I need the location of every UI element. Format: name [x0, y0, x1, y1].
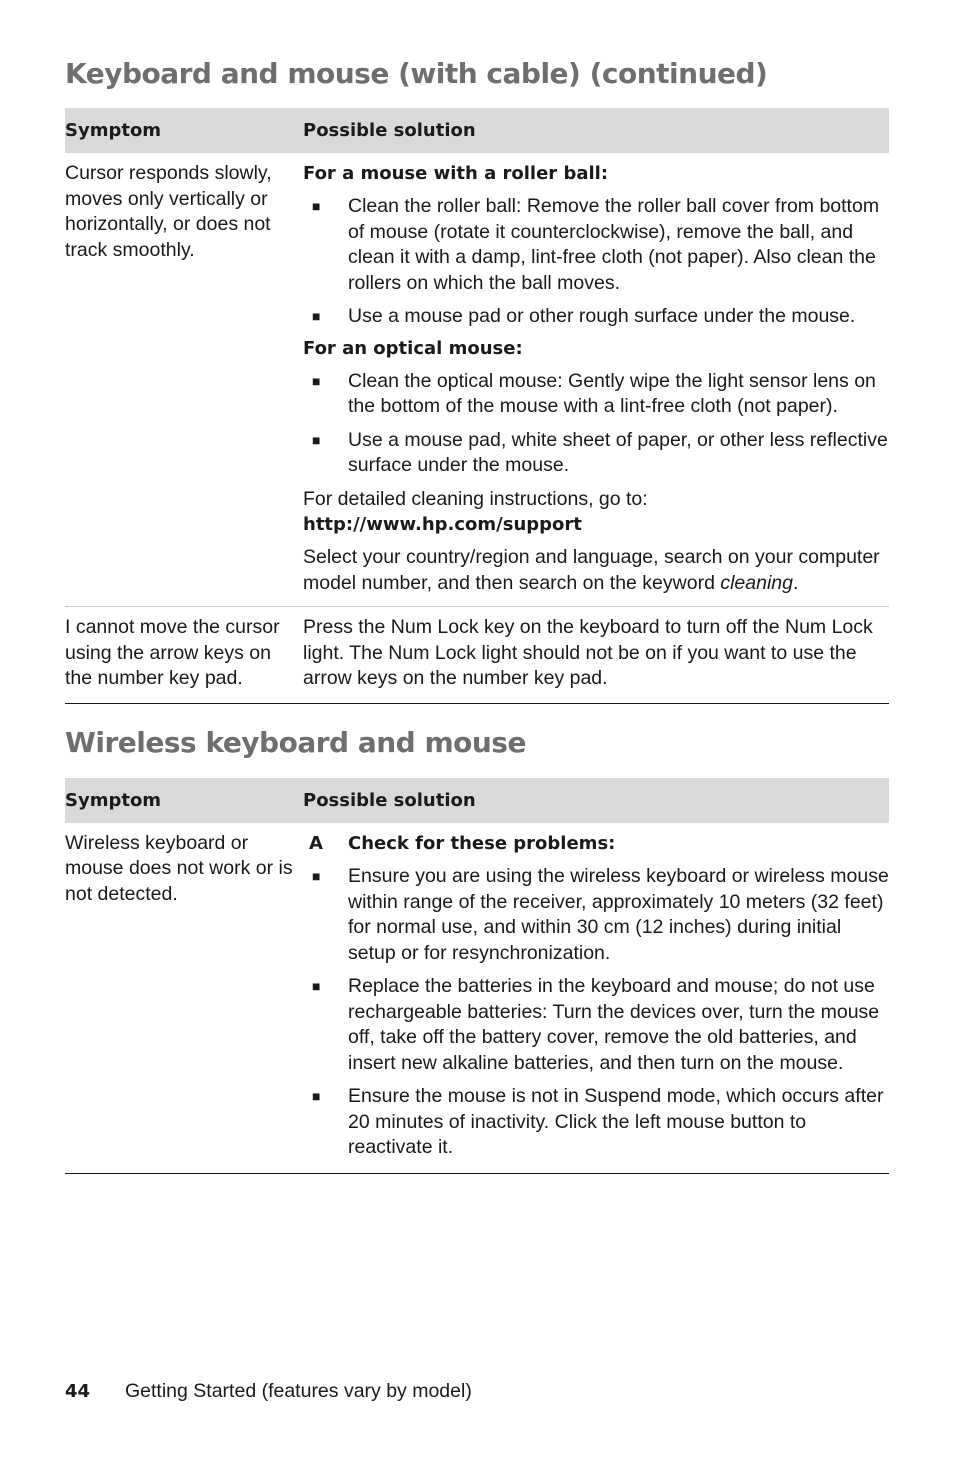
footer-text: Getting Started (features vary by model): [125, 1380, 472, 1402]
cleaning-intro: For detailed cleaning instructions, go to:: [303, 487, 648, 510]
header-solution: Possible solution: [303, 120, 476, 141]
table-bottom-rule: [65, 1173, 889, 1174]
list-item: [303, 1084, 889, 1161]
list-item: [303, 974, 889, 1076]
bullet-icon: ■: [312, 868, 321, 884]
table-bottom-rule: [65, 703, 889, 704]
troubleshooting-table-cable: [65, 108, 889, 704]
header-symptom: Symptom: [65, 789, 162, 811]
bullet-text: Use a mouse pad, white sheet of paper, or other less reflective surface under the mouse.: [348, 428, 888, 476]
bullet-text: Ensure you are using the wireless keyboard or wireless mouse within range of the receiver, approximately 10 meters (32 feet) for normal use, and within 30 cm (12 inches) during initial setup or for resynchronization.: [348, 865, 889, 964]
step-letter: A: [309, 832, 323, 854]
page-number: 44: [65, 1381, 91, 1402]
list-item: [303, 864, 889, 966]
list-item: [303, 194, 889, 296]
bullet-icon: ■: [312, 308, 321, 324]
table-row: [65, 153, 889, 606]
bullet-icon: ■: [312, 198, 321, 214]
bullet-icon: ■: [312, 372, 321, 389]
table-row: [65, 607, 889, 703]
solution-cell: [303, 161, 889, 596]
bullet-icon: ■: [312, 978, 321, 994]
bullet-text: Clean the roller ball: Remove the roller ball cover from bottom of mouse (rotate it counterclockwise), remove the ball, and clean it with a damp, lint-free cloth (not paper). Also clean the rollers on which the ball moves.: [348, 195, 880, 294]
table-header: [65, 778, 889, 823]
bullet-text: Use a mouse pad or other rough surface under the mouse.: [348, 305, 856, 327]
symptom-text: I cannot move the cursor using the arrow keys on the number key pad.: [65, 616, 280, 689]
step-heading-text: Check for these problems:: [348, 832, 616, 854]
list-item: [303, 304, 889, 330]
select-instructions: [303, 545, 889, 596]
page-footer: [65, 1380, 472, 1403]
support-url-link[interactable]: http://www.hp.com/support: [303, 514, 582, 535]
bullet-icon: ■: [312, 1088, 321, 1104]
bullet-text: Clean the optical mouse: Gently wipe the light sensor lens on the bottom of the mouse with a lint-free cloth (not paper).: [348, 369, 876, 417]
solution-cell: [303, 831, 889, 1161]
table-row: [65, 823, 889, 1173]
section-title-keyboard-mouse-cable: Keyboard and mouse (with cable) (continued): [65, 57, 768, 90]
list-item: [303, 369, 889, 420]
bullet-text: Ensure the mouse is not in Suspend mode, which occurs after 20 minutes of inactivity. Click the left mouse button to reactivate it.: [348, 1085, 884, 1158]
select-text-end: .: [792, 571, 799, 594]
bullet-icon: ■: [312, 431, 321, 448]
select-text: Select your country/region and language, search on your computer model number, and then search on the keyword: [303, 546, 880, 594]
solution-text: Press the Num Lock key on the keyboard to turn off the Num Lock light. The Num Lock light should not be on if you want to use the arrow keys on the number key pad.: [303, 616, 873, 689]
section-title-wireless: Wireless keyboard and mouse: [65, 725, 526, 759]
keyword-cleaning: cleaning: [720, 571, 793, 594]
header-solution: Possible solution: [303, 789, 476, 811]
table-header: [65, 108, 889, 153]
troubleshooting-table-wireless: [65, 778, 889, 1174]
roller-ball-heading: For a mouse with a roller ball:: [303, 163, 609, 184]
step-heading: [303, 831, 889, 857]
symptom-text: Cursor responds slowly, moves only vertically or horizontally, or does not track smoothly.: [65, 162, 272, 261]
symptom-text: Wireless keyboard or mouse does not work or is not detected.: [65, 831, 293, 905]
list-item: [303, 428, 889, 479]
bullet-text: Replace the batteries in the keyboard and mouse; do not use rechargeable batteries: Turn the devices over, turn the mouse off, take off the battery cover, remove the old batteries, and insert new alkaline batteries, and then turn on the mouse.: [348, 975, 880, 1074]
header-symptom: Symptom: [65, 120, 162, 141]
optical-mouse-heading: For an optical mouse:: [303, 337, 523, 359]
